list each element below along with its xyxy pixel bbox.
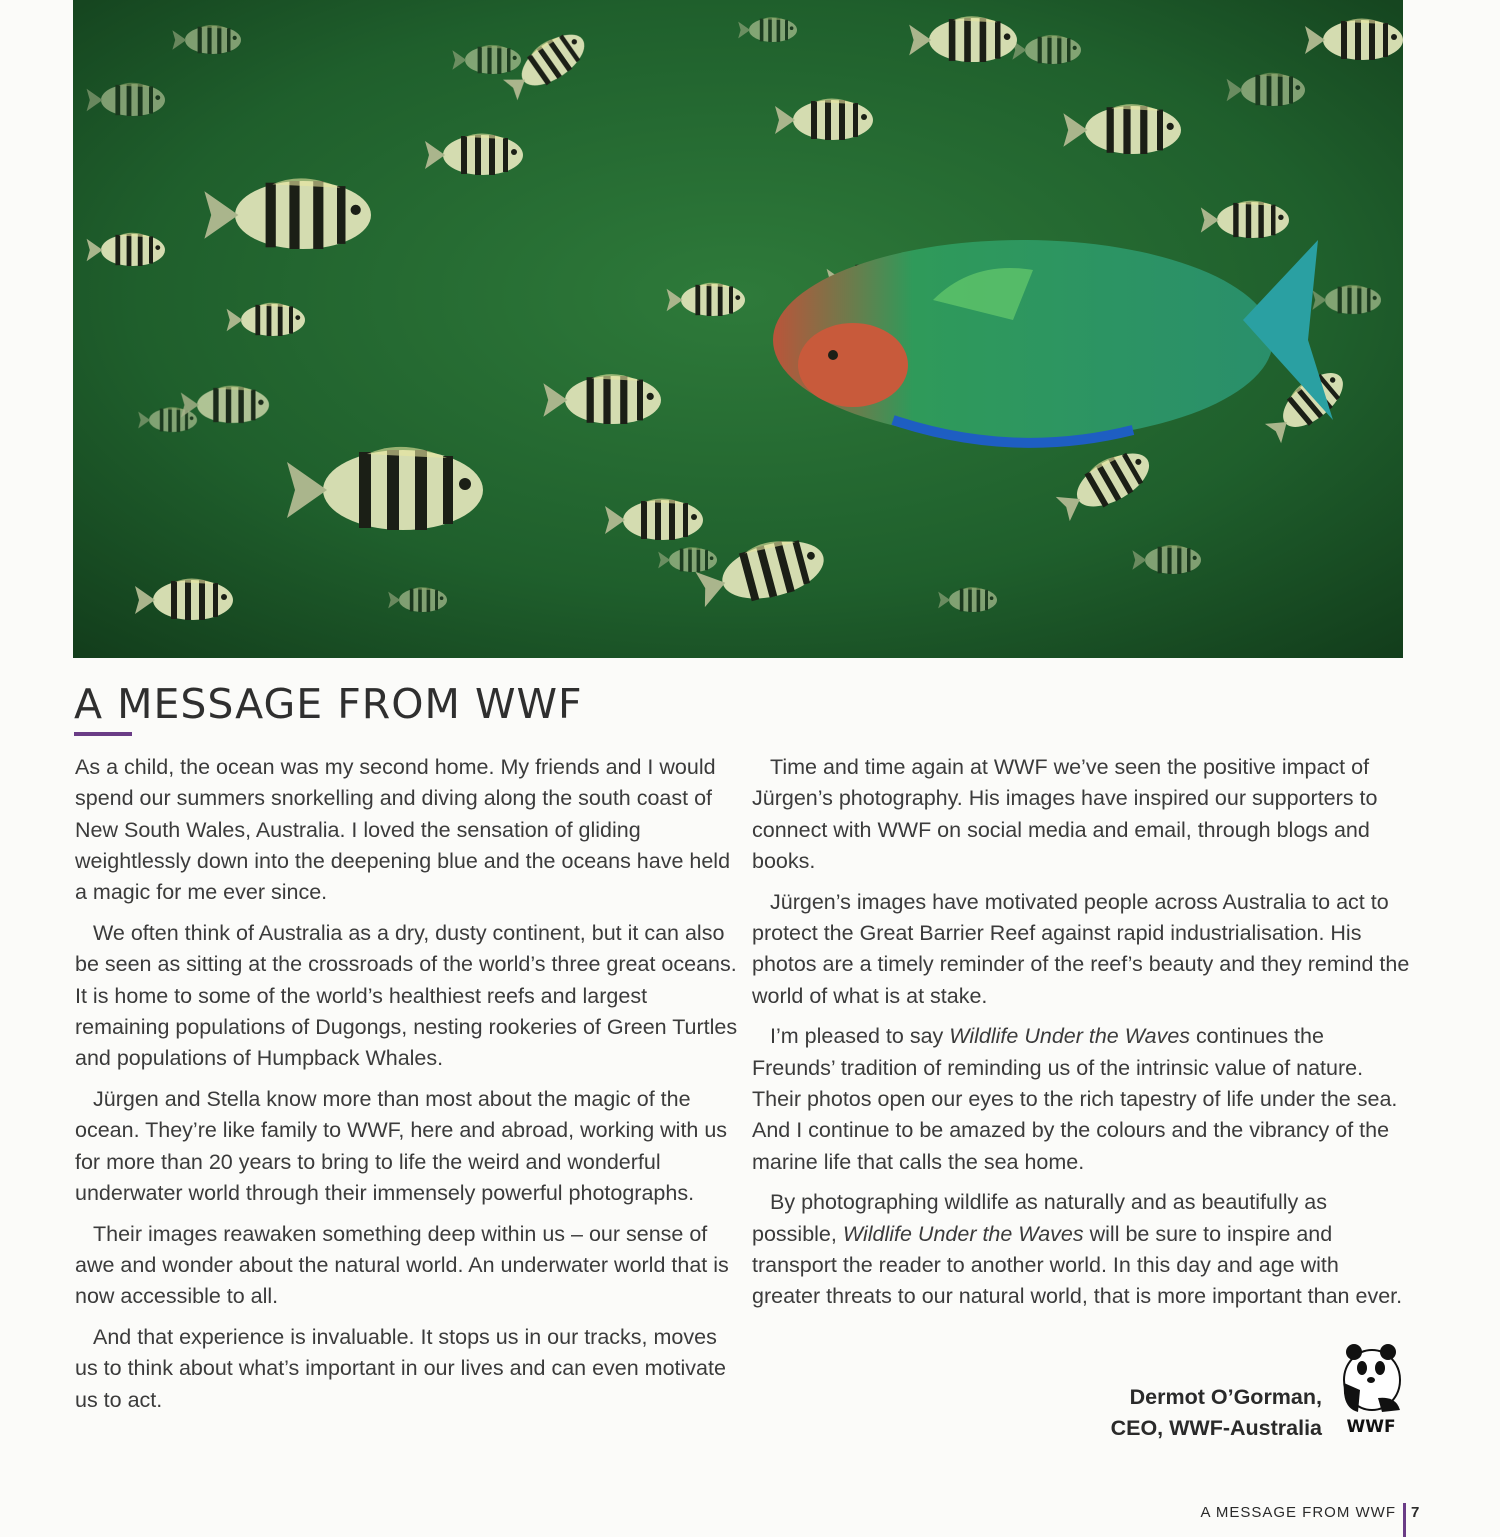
logo-text: WWF xyxy=(1346,1417,1396,1437)
right-column xyxy=(752,752,1412,1322)
page-number: 7 xyxy=(1411,1504,1420,1521)
left-column xyxy=(75,752,740,1425)
paragraph: Jürgen and Stella know more than most about the magic of the ocean. They’re like family to WWF, here and abroad, working with us for more than 20 years to bring to life the weird and wonderful underwater world through their immensely powerful photographs. xyxy=(75,1086,728,1205)
paragraph xyxy=(752,1187,1412,1312)
text-run: continues the Freunds’ tradition of reminding us of the intrinsic value of nature. Their photos open our eyes to the rich tapestry of life under the sea. And I continue to be amazed by the colours and the vibrancy of the marine life that calls the sea home. xyxy=(752,1024,1398,1174)
paragraph: Time and time again at WWF we’ve seen the positive impact of Jürgen’s photography. His images have inspired our supporters to connect with WWF on social media and email, through blogs and books. xyxy=(752,755,1378,873)
book-title: Wildlife Under the Waves xyxy=(842,1221,1084,1246)
paragraph xyxy=(752,1021,1412,1177)
hero-photo xyxy=(73,0,1403,658)
running-footer: A MESSAGE FROM WWF xyxy=(1200,1504,1396,1521)
signature-title: CEO, WWF-Australia xyxy=(1110,1416,1322,1440)
paragraph: We often think of Australia as a dry, dusty continent, but it can also be seen as sitting at the crossroads of the world’s three great oceans. It is home to some of the world’s healthiest reefs and largest remaining populations of Dugongs, nesting rookeries of Green Turtles and populations of Humpback Whales. xyxy=(75,920,738,1071)
signature xyxy=(1000,1382,1322,1444)
footer-divider xyxy=(1403,1503,1406,1537)
paragraph: Jürgen’s images have motivated people across Australia to act to protect the Great Barrier Reef against rapid industrialisation. His photos are a timely reminder of the reef’s beauty and they remind the world of what is at stake. xyxy=(752,889,1410,1008)
text-run: will be sure to inspire and transport the reader to another world. In this day and age with greater threats to our natural world, that is more important than ever. xyxy=(752,1221,1403,1309)
page-title: A MESSAGE FROM WWF xyxy=(74,680,583,728)
signature-name: Dermot O’Gorman, xyxy=(1129,1385,1322,1409)
book-title: Wildlife Under the Waves xyxy=(949,1024,1191,1049)
panda-icon xyxy=(1344,1344,1400,1412)
wwf-logo xyxy=(1336,1338,1406,1438)
paragraph: And that experience is invaluable. It stops us in our tracks, moves us to think about what’s important in our lives and can even motivate us to act. xyxy=(75,1325,726,1412)
heading-underline xyxy=(74,732,132,736)
paragraph: Their images reawaken something deep within us – our sense of awe and wonder about the natural world. An underwater world that is now accessible to all. xyxy=(75,1221,729,1309)
text-run: By photographing wildlife as naturally and as beautifully as possible, xyxy=(752,1190,1327,1246)
paragraph: As a child, the ocean was my second home. My friends and I would spend our summers snorkelling and diving along the south coast of New South Wales, Australia. I loved the sensation of gliding weightlessly down into the deepening blue and the oceans have held a magic for me ever since. xyxy=(75,755,731,905)
fish-school-image xyxy=(73,0,1403,658)
text-run: I’m pleased to say xyxy=(770,1024,950,1049)
